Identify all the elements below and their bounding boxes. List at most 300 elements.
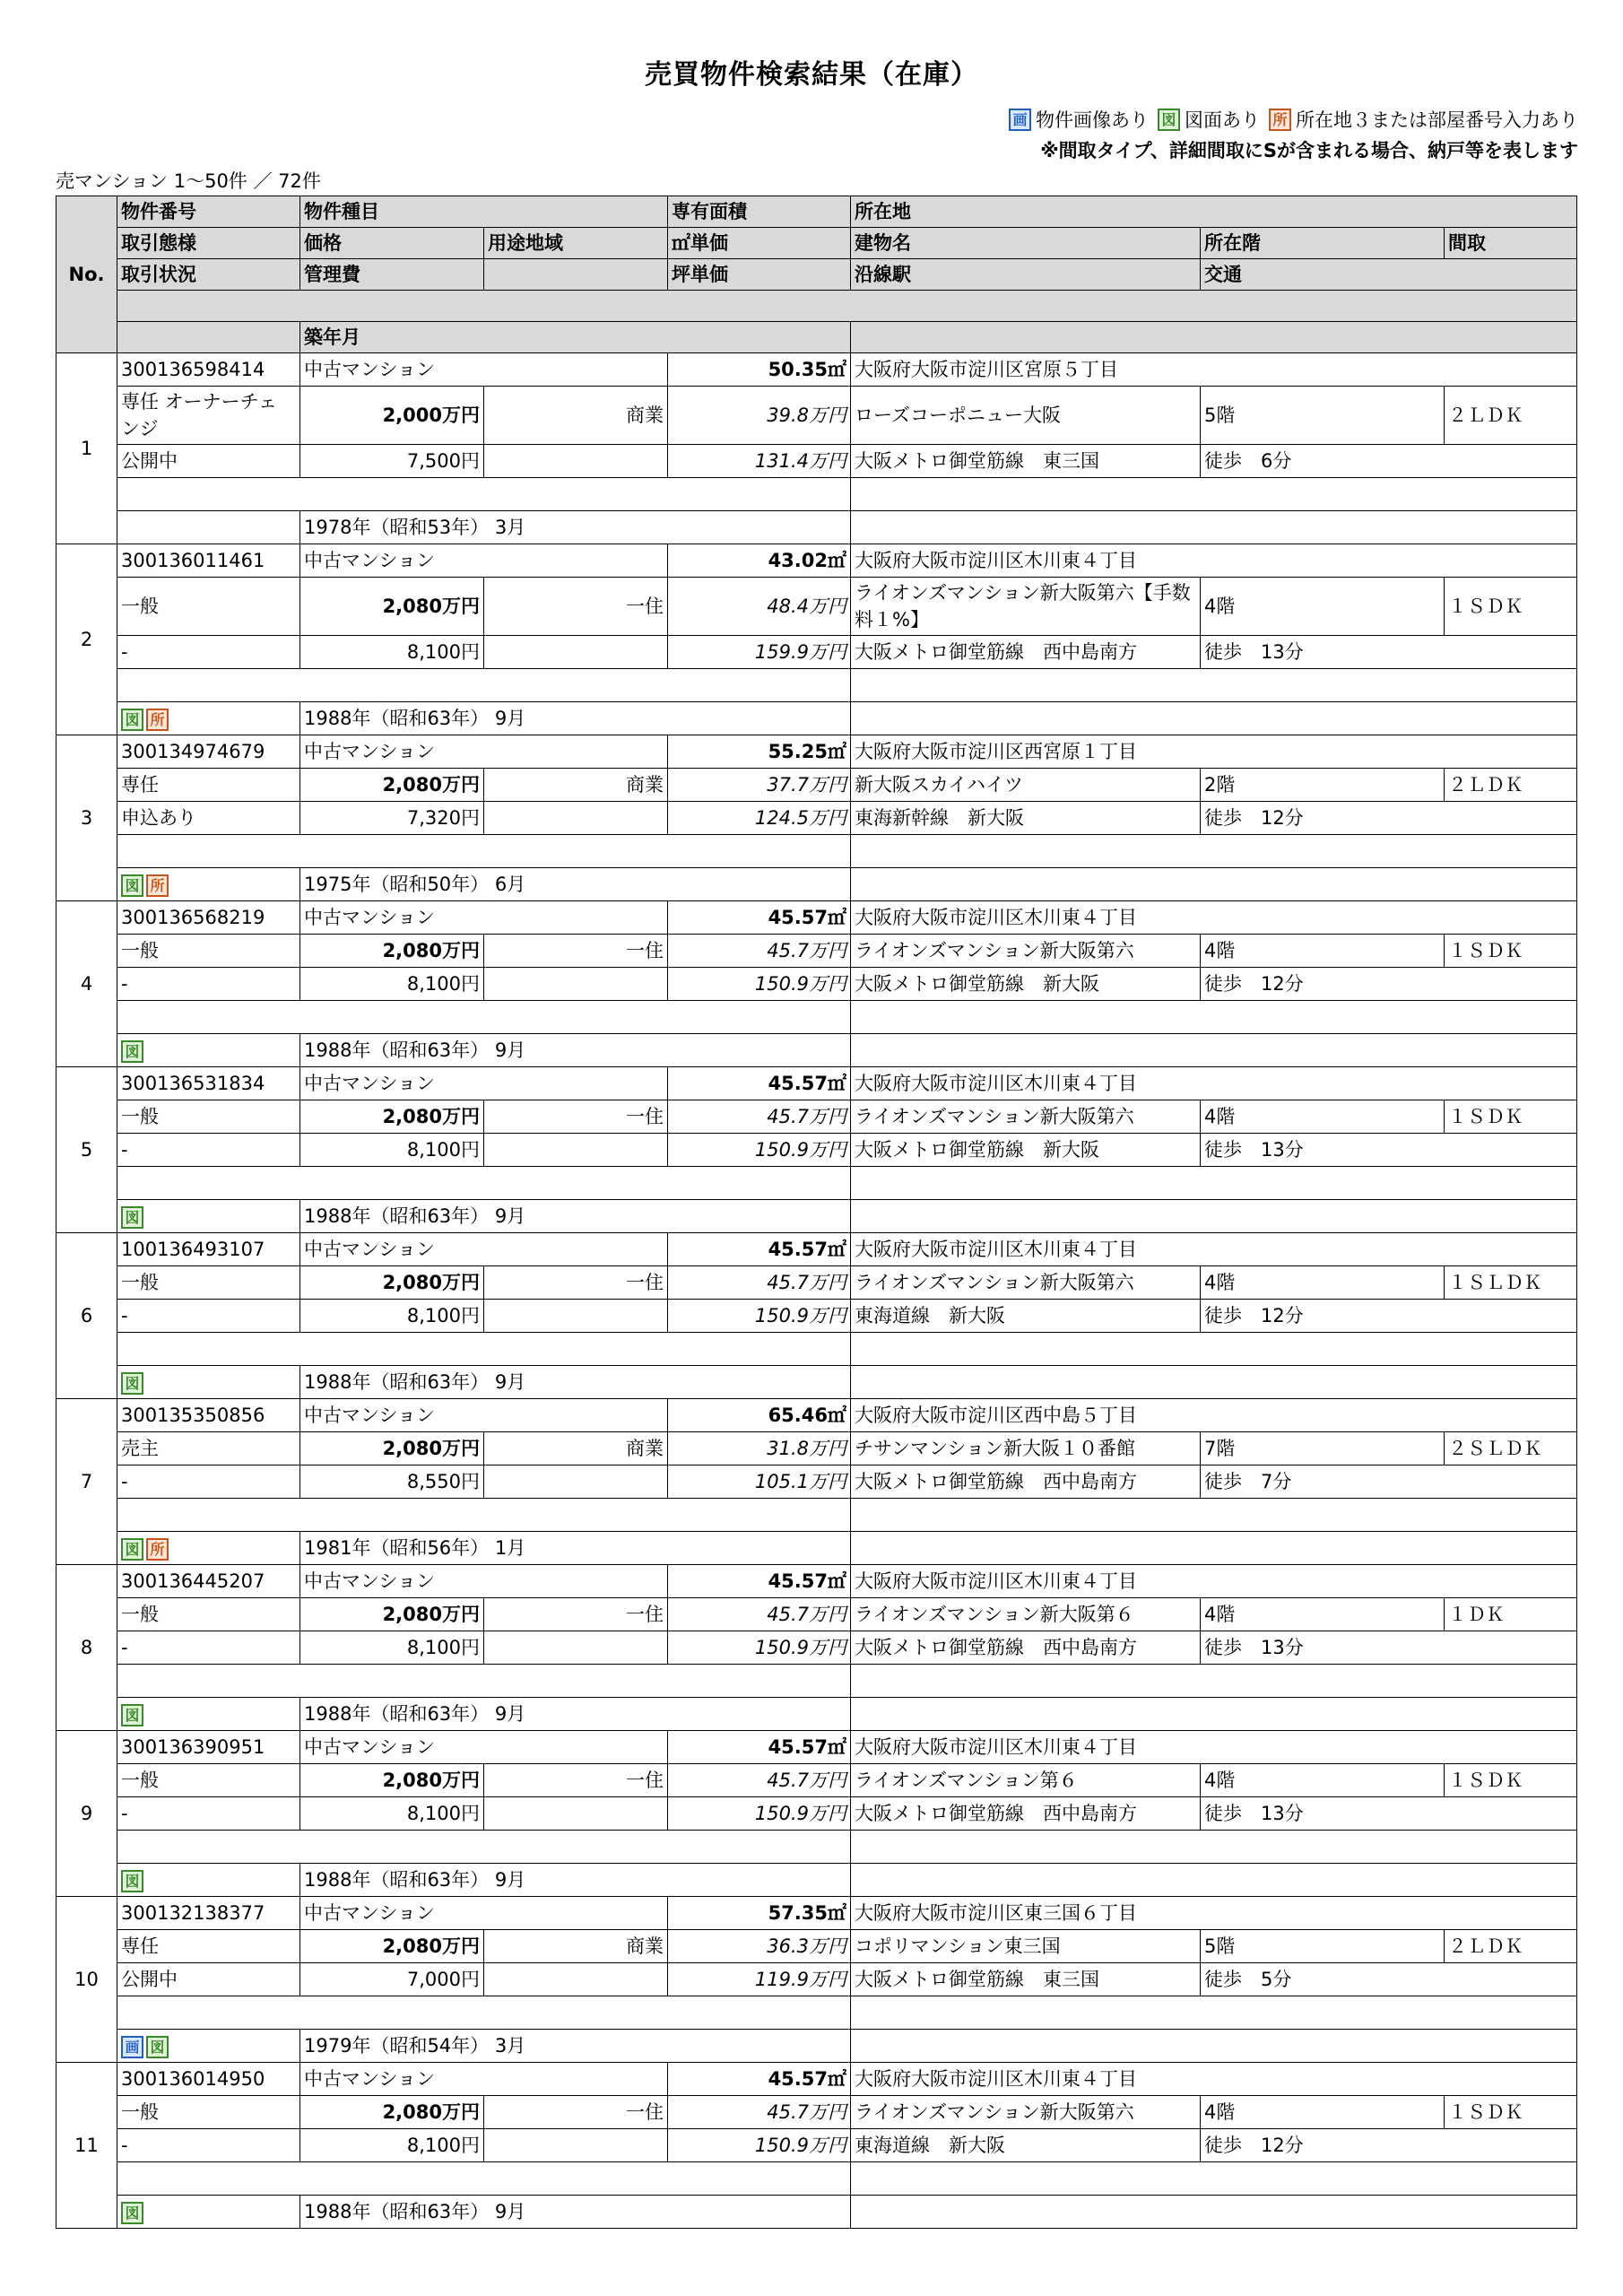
tsubo-price: 131.4万円 [668,445,851,478]
floor-area: 57.35㎡ [668,1897,851,1930]
blank-cell [851,2196,1577,2229]
listing-row [56,669,1577,702]
blank-cell [851,1864,1577,1897]
legend-plan [1158,106,1260,133]
tsubo-price: 150.9万円 [668,1797,851,1831]
floor-plan-icon[interactable]: 図 [121,1206,143,1229]
access: 徒歩 7分 [1201,1465,1577,1499]
floor-area: 45.57㎡ [668,901,851,935]
listing-row [56,1233,1577,1266]
transaction-mode: 専任 オーナーチェンジ [117,387,300,445]
listing-row [56,735,1577,769]
built-date: 1988年（昭和63年） 9月 [300,1034,851,1067]
transaction-mode: 一般 [117,1764,300,1797]
zoning: 一住 [484,1598,668,1631]
management-fee: 8,100円 [300,636,484,669]
floor-plan-icon[interactable]: 図 [121,1040,143,1063]
station: 大阪メトロ御堂筋線 西中島南方 [851,636,1201,669]
tsubo-price: 159.9万円 [668,636,851,669]
zoning: 商業 [484,769,668,802]
header-row-3 [56,259,1577,291]
listing-row [56,1532,1577,1565]
building-name: ライオンズマンション第６ [851,1764,1201,1797]
floor: 4階 [1201,578,1445,636]
floor-plan-icon[interactable]: 図 [121,1704,143,1726]
listing-row [56,1465,1577,1499]
header-row-2 [56,228,1577,259]
layout: １ＳＤＫ [1445,578,1577,636]
listing-row [56,1996,1577,2030]
blank-cell [851,1034,1577,1067]
layout: １ＳＤＫ [1445,1764,1577,1797]
station: 東海道線 新大阪 [851,1300,1201,1333]
property-id: 300135350856 [117,1399,300,1432]
transaction-status: - [117,1300,300,1333]
floor: 4階 [1201,1598,1445,1631]
price: 2,080万円 [300,769,484,802]
image-icon[interactable]: 画 [121,2036,143,2058]
floor: 4階 [1201,935,1445,968]
floor: 5階 [1201,1930,1445,1963]
header-floor: 所在階 [1201,228,1445,259]
header-mode: 取引態様 [117,228,300,259]
location-icon[interactable]: 所 [146,709,169,731]
layout: １ＤＫ [1445,1598,1577,1631]
listing-icons [117,1034,300,1067]
transaction-mode: 一般 [117,578,300,636]
transaction-status: - [117,2129,300,2162]
listing-no: 6 [56,1233,117,1399]
floor-plan-icon[interactable]: 図 [146,2036,169,2058]
listing-row [56,1167,1577,1200]
header-status: 取引状況 [117,259,300,291]
legend-image [1009,106,1149,133]
property-id: 300136390951 [117,1731,300,1764]
header-no: No. [56,196,117,353]
zoning: 一住 [484,578,668,636]
sqm-price: 37.7万円 [668,769,851,802]
listing-row [56,1731,1577,1764]
blank-cell [851,868,1577,901]
built-date: 1981年（昭和56年） 1月 [300,1532,851,1565]
floor-area: 45.57㎡ [668,1731,851,1764]
layout: ２ＬＤＫ [1445,1930,1577,1963]
access: 徒歩 12分 [1201,968,1577,1001]
listing-row [56,1698,1577,1731]
building-name: ライオンズマンション新大阪第六 [851,2096,1201,2129]
empty-cell [484,1797,668,1831]
header-building: 建物名 [851,228,1201,259]
building-name: ライオンズマンション新大阪第六 [851,935,1201,968]
price: 2,080万円 [300,1930,484,1963]
zoning: 一住 [484,1764,668,1797]
header-access: 交通 [1201,259,1577,291]
transaction-mode: 専任 [117,1930,300,1963]
blank-cell [851,511,1577,544]
price: 2,080万円 [300,935,484,968]
listing-no: 4 [56,901,117,1067]
building-name: ライオンズマンション新大阪第六 [851,1100,1201,1134]
transaction-mode: 一般 [117,2096,300,2129]
floor-plan-icon[interactable]: 図 [121,874,143,897]
blank-cell [117,478,851,511]
listing-row [56,578,1577,636]
sqm-price: 45.7万円 [668,935,851,968]
legend-image-label: 物件画像あり [1036,109,1149,131]
blank-cell [851,1200,1577,1233]
floor-plan-icon[interactable]: 図 [121,2202,143,2224]
listing-row [56,968,1577,1001]
sqm-price: 31.8万円 [668,1432,851,1465]
building-name: コポリマンション東三国 [851,1930,1201,1963]
price: 2,080万円 [300,578,484,636]
listing-icons [117,1366,300,1399]
property-id: 300134974679 [117,735,300,769]
blank-cell [851,1698,1577,1731]
zoning: 一住 [484,935,668,968]
layout: １ＳＤＫ [1445,2096,1577,2129]
floor: 7階 [1201,1432,1445,1465]
sqm-price: 45.7万円 [668,1764,851,1797]
listing-row [56,1432,1577,1465]
blank-cell [117,1333,851,1366]
address: 大阪府大阪市淀川区木川東４丁目 [851,1067,1577,1100]
header-price: 価格 [300,228,484,259]
tsubo-price: 150.9万円 [668,1300,851,1333]
floor: 4階 [1201,2096,1445,2129]
property-id: 300136011461 [117,544,300,578]
tsubo-price: 105.1万円 [668,1465,851,1499]
blank-cell [851,669,1577,702]
layout: ２ＬＤＫ [1445,769,1577,802]
empty-cell [484,636,668,669]
listing-row [56,1930,1577,1963]
tsubo-price: 124.5万円 [668,802,851,835]
result-count: 売マンション 1〜50件 ／ 72件 [56,170,321,192]
management-fee: 8,100円 [300,1300,484,1333]
address: 大阪府大阪市淀川区木川東４丁目 [851,2063,1577,2096]
legend-location [1269,106,1578,133]
listing-no: 11 [56,2063,117,2229]
transaction-status: - [117,1797,300,1831]
header-empty [484,259,668,291]
floor-plan-icon: 図 [1158,109,1180,131]
property-id: 300132138377 [117,1897,300,1930]
header-row-1 [56,196,1577,228]
header-row-4 [56,291,1577,322]
price: 2,080万円 [300,1432,484,1465]
layout: ２ＬＤＫ [1445,387,1577,445]
sqm-price: 48.4万円 [668,578,851,636]
blank-cell [851,1532,1577,1565]
sqm-price: 45.7万円 [668,2096,851,2129]
blank-cell [117,2162,851,2196]
listing-row [56,1963,1577,1996]
built-date: 1988年（昭和63年） 9月 [300,2196,851,2229]
listing-icons [117,1864,300,1897]
listing-no: 10 [56,1897,117,2063]
icon-legend [1000,106,1578,133]
property-kind: 中古マンション [300,544,668,578]
header-built: 築年月 [300,322,851,353]
sqm-price: 45.7万円 [668,1266,851,1300]
listing-row [56,1266,1577,1300]
listing-row [56,1831,1577,1864]
empty-cell [484,802,668,835]
zoning: 一住 [484,1266,668,1300]
header-tsubo-price: 坪単価 [668,259,851,291]
listing-row [56,1067,1577,1100]
empty-cell [484,1134,668,1167]
floor-plan-icon[interactable]: 図 [121,1870,143,1892]
price: 2,000万円 [300,387,484,445]
price: 2,080万円 [300,1266,484,1300]
layout: １ＳＬＤＫ [1445,1266,1577,1300]
transaction-status: 公開中 [117,445,300,478]
sqm-price: 45.7万円 [668,1598,851,1631]
location-icon[interactable]: 所 [146,1538,169,1561]
transaction-status: - [117,636,300,669]
blank-cell [851,1831,1577,1864]
location-icon[interactable]: 所 [146,874,169,897]
building-name: ライオンズマンション新大阪第六 [851,1266,1201,1300]
built-date: 1988年（昭和63年） 9月 [300,1864,851,1897]
blank-cell [851,1333,1577,1366]
listing-row [56,636,1577,669]
transaction-mode: 売主 [117,1432,300,1465]
listing-row [56,2030,1577,2063]
station: 大阪メトロ御堂筋線 西中島南方 [851,1797,1201,1831]
listing-no: 2 [56,544,117,735]
station: 大阪メトロ御堂筋線 東三国 [851,1963,1201,1996]
property-id: 300136568219 [117,901,300,935]
access: 徒歩 13分 [1201,636,1577,669]
listing-no: 3 [56,735,117,901]
access: 徒歩 13分 [1201,1134,1577,1167]
header-sqm-price: ㎡単価 [668,228,851,259]
layout: １ＳＤＫ [1445,1100,1577,1134]
empty-cell [484,968,668,1001]
blank-cell [851,835,1577,868]
building-name: チサンマンション新大阪１０番館 [851,1432,1201,1465]
listing-row [56,702,1577,735]
price: 2,080万円 [300,1764,484,1797]
listing-row [56,868,1577,901]
access: 徒歩 12分 [1201,802,1577,835]
listing-row [56,1499,1577,1532]
listing-row [56,2129,1577,2162]
floor-area: 45.57㎡ [668,1233,851,1266]
listing-row [56,769,1577,802]
blank-cell [851,1665,1577,1698]
sqm-price: 39.8万円 [668,387,851,445]
address: 大阪府大阪市淀川区木川東４丁目 [851,1233,1577,1266]
address: 大阪府大阪市淀川区木川東４丁目 [851,544,1577,578]
built-date: 1988年（昭和63年） 9月 [300,1366,851,1399]
header-kind: 物件種目 [300,196,668,228]
listing-row [56,1001,1577,1034]
property-kind: 中古マンション [300,353,668,387]
property-id: 300136531834 [117,1067,300,1100]
sqm-price: 36.3万円 [668,1930,851,1963]
access: 徒歩 12分 [1201,2129,1577,2162]
station: 東海新幹線 新大阪 [851,802,1201,835]
property-kind: 中古マンション [300,1731,668,1764]
blank-cell [117,1996,851,2030]
sqm-price: 45.7万円 [668,1100,851,1134]
header-station: 沿線駅 [851,259,1201,291]
header-blank-cell [117,322,300,353]
built-date: 1988年（昭和63年） 9月 [300,1200,851,1233]
blank-cell [851,478,1577,511]
tsubo-price: 150.9万円 [668,968,851,1001]
tsubo-price: 119.9万円 [668,1963,851,1996]
listing-row [56,478,1577,511]
transaction-status: - [117,968,300,1001]
building-name: ローズコーポニュー大阪 [851,387,1201,445]
listing-row [56,2162,1577,2196]
address: 大阪府大阪市淀川区木川東４丁目 [851,901,1577,935]
empty-cell [484,1465,668,1499]
listing-icons [117,1532,300,1565]
property-id: 300136445207 [117,1565,300,1598]
listing-no: 8 [56,1565,117,1731]
access: 徒歩 13分 [1201,1631,1577,1665]
listing-row [56,1200,1577,1233]
transaction-mode: 一般 [117,1100,300,1134]
listing-row [56,935,1577,968]
management-fee: 8,100円 [300,1134,484,1167]
blank-cell [851,1499,1577,1532]
blank-cell [851,1167,1577,1200]
listing-row [56,1134,1577,1167]
management-fee: 8,100円 [300,2129,484,2162]
header-fee: 管理費 [300,259,484,291]
price: 2,080万円 [300,1100,484,1134]
blank-cell [851,702,1577,735]
listing-row [56,2196,1577,2229]
station: 大阪メトロ御堂筋線 西中島南方 [851,1631,1201,1665]
building-name: ライオンズマンション新大阪第六【手数料１%】 [851,578,1201,636]
listing-row [56,1631,1577,1665]
image-icon: 画 [1009,109,1031,131]
page-title: 売買物件検索結果（在庫） [645,59,978,91]
blank-cell [851,1001,1577,1034]
listing-row [56,1034,1577,1067]
header-area: 専有面積 [668,196,851,228]
empty-cell [484,1631,668,1665]
floor-area: 50.35㎡ [668,353,851,387]
empty-cell [484,1300,668,1333]
blank-cell [117,1665,851,1698]
property-kind: 中古マンション [300,901,668,935]
listing-row [56,1100,1577,1134]
property-kind: 中古マンション [300,1399,668,1432]
floor: 5階 [1201,387,1445,445]
legend-plan-label: 図面あり [1185,109,1260,131]
built-date: 1975年（昭和50年） 6月 [300,868,851,901]
built-date: 1978年（昭和53年） 3月 [300,511,851,544]
listing-icons [117,1200,300,1233]
blank-cell [117,835,851,868]
listing-icons [117,1698,300,1731]
listing-icons [117,2030,300,2063]
access: 徒歩 12分 [1201,1300,1577,1333]
floor-area: 45.57㎡ [668,1067,851,1100]
transaction-mode: 一般 [117,1598,300,1631]
listing-icons [117,2196,300,2229]
listing-row [56,387,1577,445]
address: 大阪府大阪市淀川区東三国６丁目 [851,1897,1577,1930]
listing-row [56,1665,1577,1698]
blank-cell [851,1996,1577,2030]
listing-row [56,901,1577,935]
floor: 4階 [1201,1764,1445,1797]
access: 徒歩 5分 [1201,1963,1577,1996]
tsubo-price: 150.9万円 [668,2129,851,2162]
management-fee: 8,550円 [300,1465,484,1499]
listing-no: 5 [56,1067,117,1233]
tsubo-price: 150.9万円 [668,1631,851,1665]
property-id: 300136014950 [117,2063,300,2096]
listing-row [56,802,1577,835]
floor-plan-icon[interactable]: 図 [121,1372,143,1395]
listing-icons [117,868,300,901]
floor: 4階 [1201,1266,1445,1300]
listing-no: 7 [56,1399,117,1565]
price: 2,080万円 [300,2096,484,2129]
building-name: 新大阪スカイハイツ [851,769,1201,802]
station: 東海道線 新大阪 [851,2129,1201,2162]
property-id: 100136493107 [117,1233,300,1266]
listing-row [56,2096,1577,2129]
zoning: 商業 [484,1930,668,1963]
management-fee: 7,500円 [300,445,484,478]
address: 大阪府大阪市淀川区西宮原１丁目 [851,735,1577,769]
station: 大阪メトロ御堂筋線 新大阪 [851,968,1201,1001]
floor-plan-icon[interactable]: 図 [121,1538,143,1561]
zoning: 一住 [484,1100,668,1134]
listing-row [56,1897,1577,1930]
property-kind: 中古マンション [300,1067,668,1100]
zoning: 一住 [484,2096,668,2129]
layout: ２ＳＬＤＫ [1445,1432,1577,1465]
listing-no: 9 [56,1731,117,1897]
floor: 4階 [1201,1100,1445,1134]
header-zone: 用途地域 [484,228,668,259]
station: 大阪メトロ御堂筋線 新大阪 [851,1134,1201,1167]
blank-cell [851,2162,1577,2196]
property-id: 300136598414 [117,353,300,387]
listing-row [56,1864,1577,1897]
listing-icons [117,511,300,544]
empty-cell [484,2129,668,2162]
blank-cell [117,1499,851,1532]
header-address: 所在地 [851,196,1577,228]
property-kind: 中古マンション [300,1897,668,1930]
property-kind: 中古マンション [300,1565,668,1598]
property-kind: 中古マンション [300,735,668,769]
location-icon: 所 [1269,109,1291,131]
floor-plan-icon[interactable]: 図 [121,709,143,731]
management-fee: 8,100円 [300,1797,484,1831]
listing-row [56,835,1577,868]
listing-row [56,2063,1577,2096]
access: 徒歩 13分 [1201,1797,1577,1831]
listing-row [56,1797,1577,1831]
listing-row [56,1399,1577,1432]
management-fee: 8,100円 [300,1631,484,1665]
